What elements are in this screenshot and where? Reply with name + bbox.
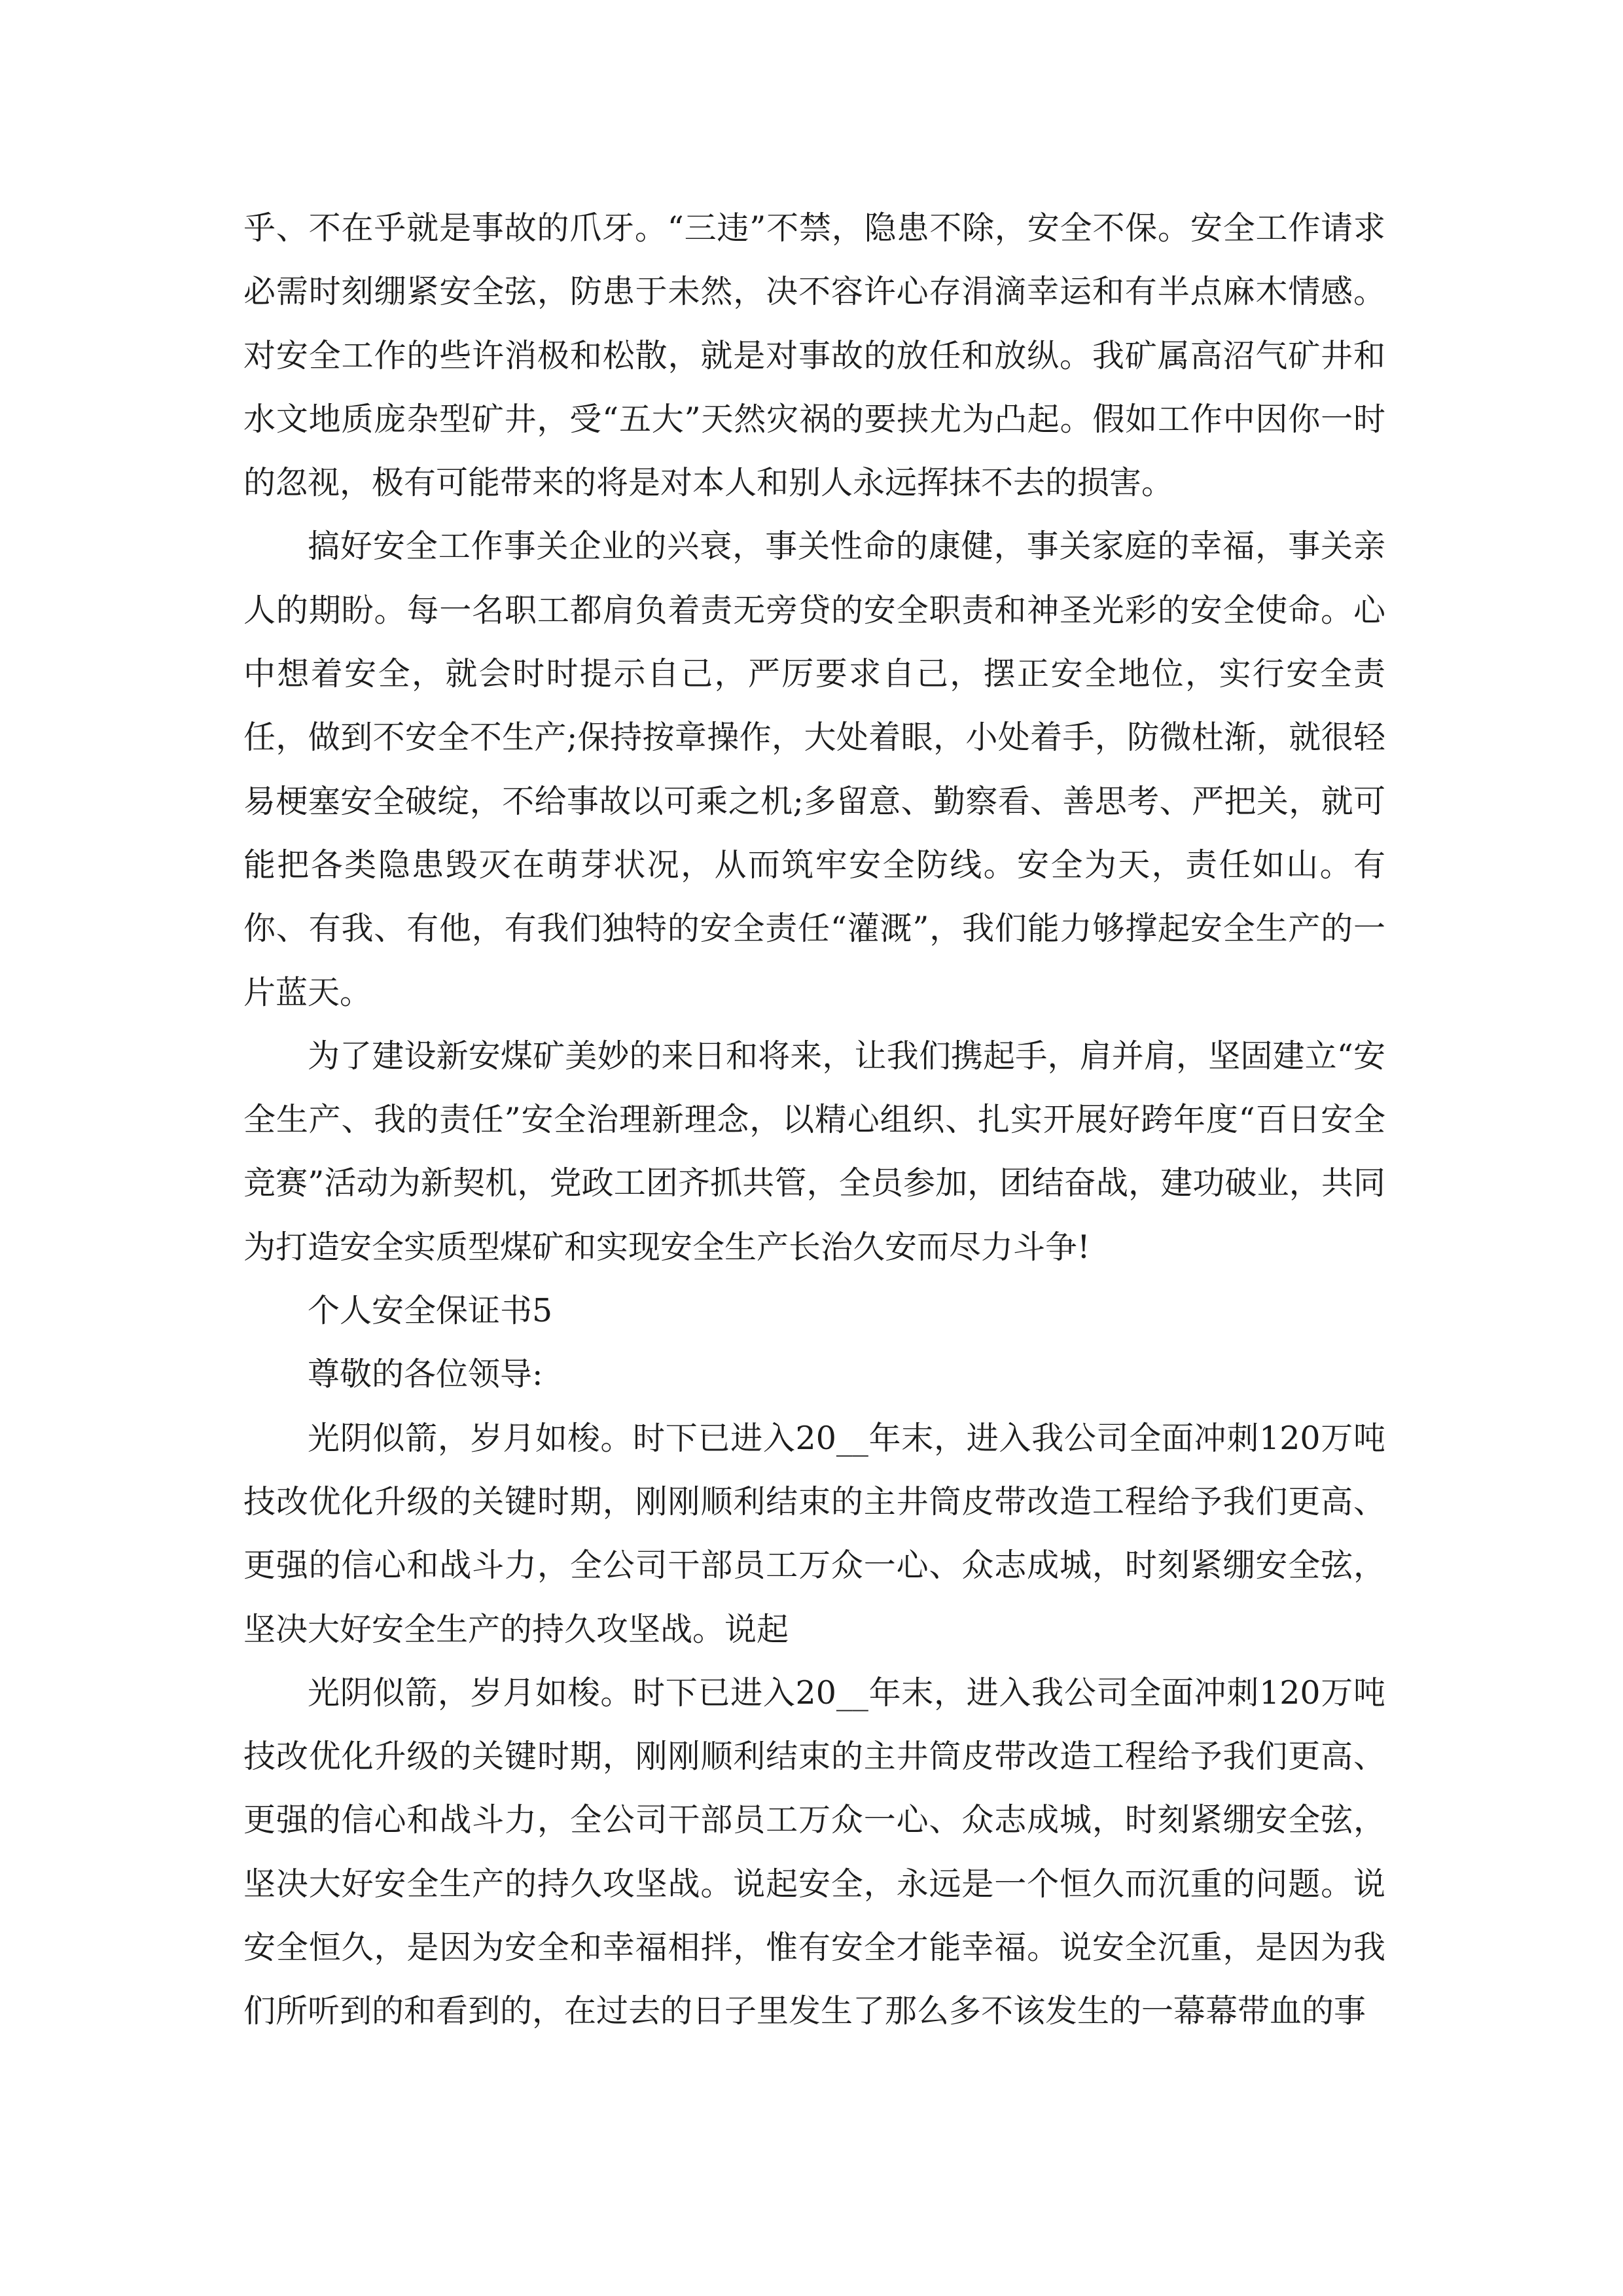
paragraph-3: 为了建设新安煤矿美妙的来日和将来，让我们携起手，肩并肩，坚固建立“安全生产、我的责任”安全治理新理念，以精心组织、扎实开展好跨年度“百日安全竞赛”活动为新契机，党政工团齐抓共管，全员参加，团结奋战，建功破业，共同为打造安全实质型煤矿和实现安全生产长治久安而尽力斗争! [243,1037,1385,1266]
paragraph-4: 光阴似箭，岁月如梭。时下已进入20__年末，进入我公司全面冲刺120万吨技改优化升级的关键时期，刚刚顺利结束的主井筒皮带改造工程给予我们更高、更强的信心和战斗力，全公司干部员工万众一心、众志成城，时刻紧绷安全弦，坚决大好安全生产的持久攻坚战。说起 [243,1419,1385,1648]
paragraph-1: 乎、不在乎就是事故的爪牙。“三违”不禁，隐患不除，安全不保。安全工作请求必需时刻绷紧安全弦，防患于未然，决不容许心存涓滴幸运和有半点麻木情感。对安全工作的些许消极和松散，就是对事故的放任和放纵。我矿属高沼气矿井和水文地质庞杂型矿井，受“五大”天然灾祸的要挟尤为凸起。假如工作中因你一时的忽视，极有可能带来的将是对本人和别人永远挥抹不去的损害。 [243,209,1385,502]
section-title: 个人安全保证书5 [308,1292,553,1330]
salutation: 尊敬的各位领导: [308,1355,543,1393]
paragraph-5: 光阴似箭，岁月如梭。时下已进入20__年末，进入我公司全面冲刺120万吨技改优化升级的关键时期，刚刚顺利结束的主井筒皮带改造工程给予我们更高、更强的信心和战斗力，全公司干部员工万众一心、众志成城，时刻紧绷安全弦，坚决大好安全生产的持久攻坚战。说起安全，永远是一个恒久而沉重的问题。说安全恒久，是因为安全和幸福相拌，惟有安全才能幸福。说安全沉重，是因为我们所听到的和看到的，在过去的日子里发生了那么多不该发生的一幕幕带血的事 [243,1674,1385,2030]
document-body [243,196,1385,2043]
paragraph-2: 搞好安全工作事关企业的兴衰，事关性命的康健，事关家庭的幸福，事关亲人的期盼。每一名职工都肩负着责无旁贷的安全职责和神圣光彩的安全使命。心中想着安全，就会时时提示自己，严厉要求自己，摆正安全地位，实行安全责任，做到不安全不生产;保持按章操作，大处着眼，小处着手，防微杜渐，就很轻易梗塞安全破绽，不给事故以可乘之机;多留意、勤察看、善思考、严把关，就可能把各类隐患毁灭在萌芽状况，从而筑牢安全防线。安全为天，责任如山。有你、有我、有他，有我们独特的安全责任“灌溉”，我们能力够撑起安全生产的一片蓝天。 [243,528,1385,1011]
